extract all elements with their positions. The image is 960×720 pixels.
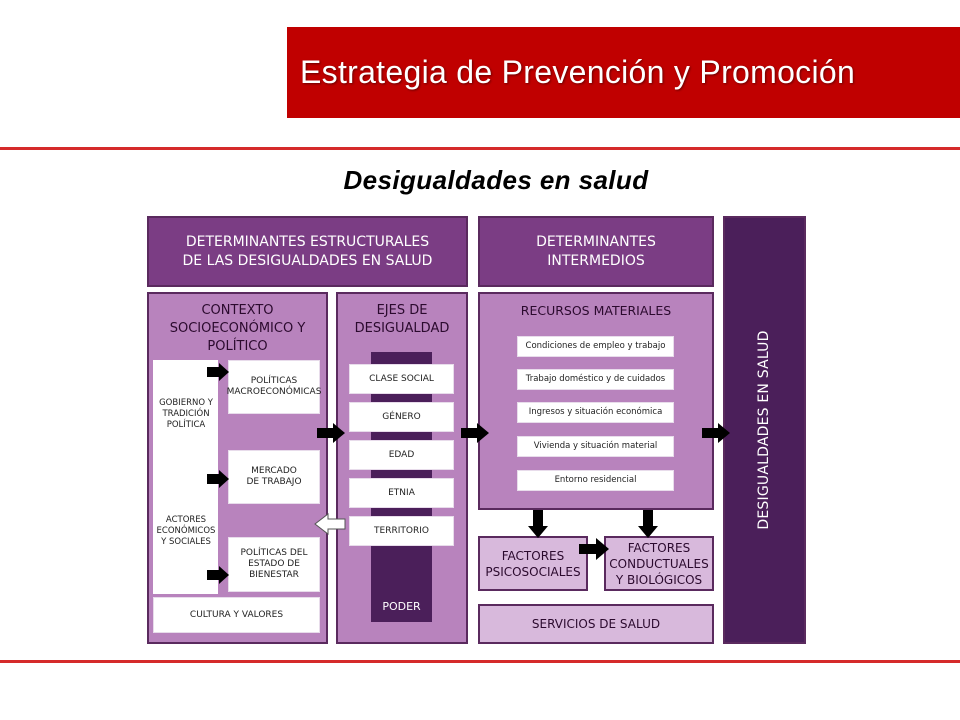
labor-market-label: MERCADO DE TRABAJO: [246, 466, 302, 487]
resource-item-label: Trabajo doméstico y de cuidados: [525, 374, 666, 384]
axis-item-label: TERRITORIO: [374, 525, 429, 536]
arrow-right-icon: [579, 538, 609, 560]
culture-box: [153, 597, 320, 633]
axis-item-label: CLASE SOCIAL: [369, 373, 434, 384]
resource-item: [517, 336, 674, 357]
government-label: GOBIERNO Y TRADICIÓN POLÍTICA: [159, 398, 213, 430]
axes-title: EJES DE DESIGUALDAD: [354, 303, 450, 336]
health-inequalities-label: DESIGUALDADES EN SALUD: [756, 330, 772, 530]
arrow-right-icon: [702, 423, 730, 443]
arrow-right-icon: [207, 566, 229, 584]
resources-title: RECURSOS MATERIALES: [520, 303, 672, 318]
arrow-right-icon: [207, 470, 229, 488]
axis-item-label: EDAD: [388, 449, 415, 460]
arrow-down-icon: [638, 510, 658, 538]
labor-market-box: [228, 450, 320, 504]
resource-item-label: Condiciones de empleo y trabajo: [525, 341, 666, 351]
psychosocial-box: [478, 536, 588, 591]
axis-item-label: GÉNERO: [382, 411, 421, 422]
power-label: PODER: [382, 600, 421, 613]
macro-policies-box: [228, 360, 320, 414]
resource-item: [517, 470, 674, 491]
resource-item-label: Entorno residencial: [554, 475, 637, 485]
resource-item: [517, 436, 674, 457]
context-title: CONTEXTO SOCIOECONÓMICO Y POLÍTICO: [169, 303, 306, 354]
structural-determinants-header: [147, 216, 468, 287]
arrow-down-icon: [528, 510, 548, 538]
arrow-right-icon: [317, 423, 345, 443]
axis-item: [349, 478, 454, 508]
behavioral-box: [604, 536, 714, 591]
resource-item: [517, 369, 674, 390]
structural-determinants-label: DETERMINANTES ESTRUCTURALES DE LAS DESIGUALDADES EN SALUD: [182, 233, 433, 269]
resource-item-label: Ingresos y situación económica: [528, 407, 663, 417]
axis-item: [349, 364, 454, 394]
welfare-policies-box: [228, 537, 320, 592]
axis-item-label: ETNIA: [388, 487, 415, 498]
axis-item: [349, 440, 454, 470]
intermediate-determinants-label: DETERMINANTES INTERMEDIOS: [536, 233, 656, 269]
actors-label: ACTORES ECONÓMICOS Y SOCIALES: [156, 515, 216, 547]
top-divider: [0, 147, 960, 150]
axis-item: [349, 402, 454, 432]
arrow-right-icon: [461, 423, 489, 443]
resource-item: [517, 402, 674, 423]
health-services-label: SERVICIOS DE SALUD: [531, 617, 661, 631]
axis-item: [349, 516, 454, 546]
welfare-policies-label: POLÍTICAS DEL ESTADO DE BIENESTAR: [240, 548, 308, 580]
macro-policies-label: POLÍTICAS MACROECONÓMICAS: [226, 376, 322, 397]
resource-item-label: Vivienda y situación material: [533, 441, 658, 451]
bottom-divider: [0, 660, 960, 663]
intermediate-determinants-header: [478, 216, 714, 287]
culture-label: CULTURA Y VALORES: [189, 609, 284, 620]
arrow-left-icon: [314, 513, 346, 535]
health-services-box: [478, 604, 714, 644]
psychosocial-label: FACTORES PSICOSOCIALES: [485, 548, 581, 579]
slide-subtitle: Desigualdades en salud: [343, 165, 649, 195]
behavioral-label: FACTORES CONDUCTUALES Y BIOLÓGICOS: [609, 540, 709, 587]
arrow-right-icon: [207, 363, 229, 381]
slide-title: Estrategia de Prevención y Promoción: [300, 54, 856, 90]
